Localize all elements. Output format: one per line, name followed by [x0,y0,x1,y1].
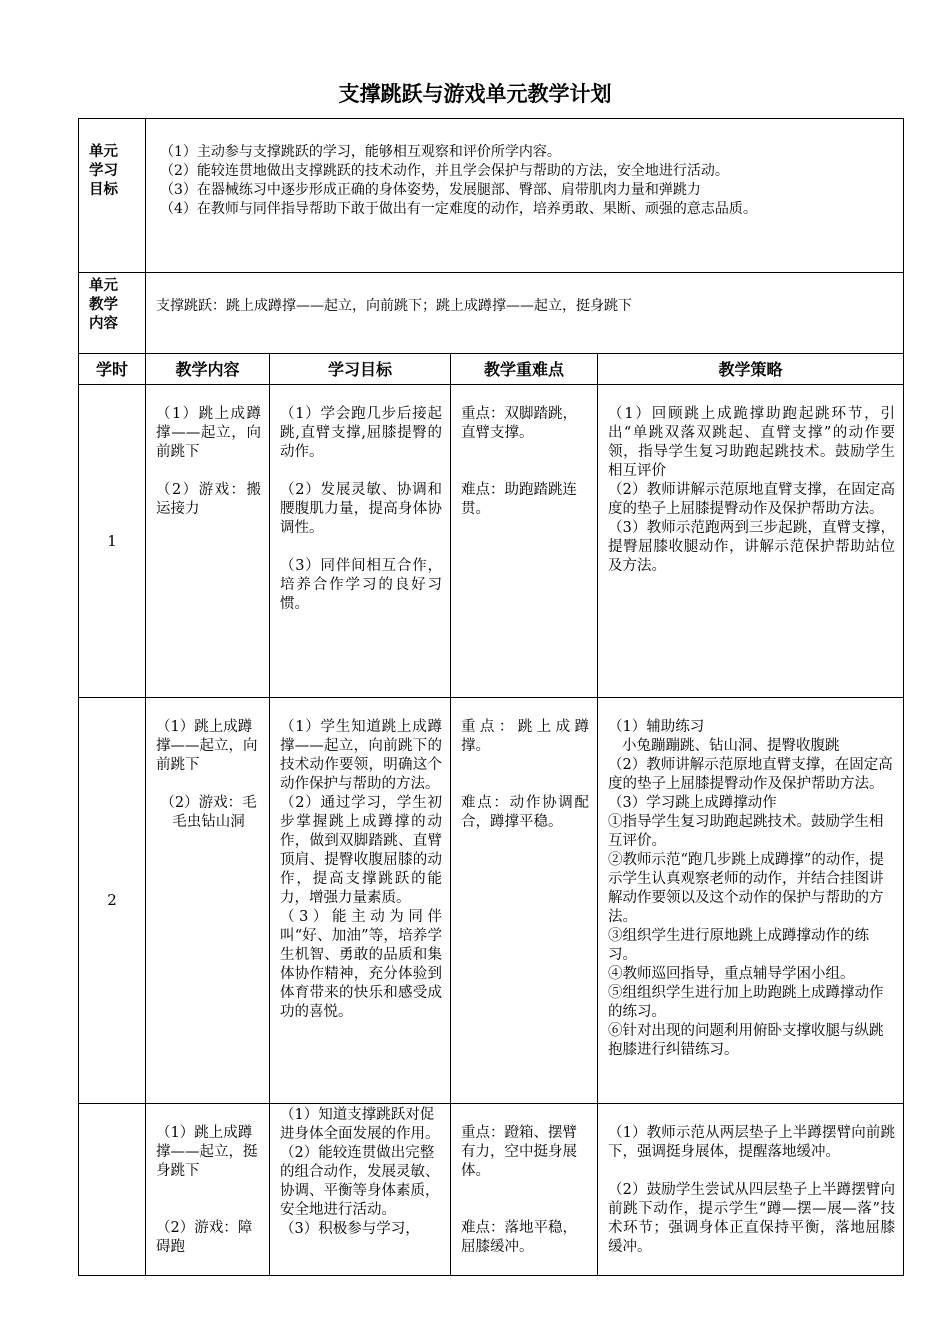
lesson-key-points: 重点：蹬箱、摆臂有力，空中挺身展体。 难点：落地平稳，屈膝缓冲。 [451,1104,598,1276]
header-key-difficult-points: 教学重难点 [451,354,598,385]
lesson-number: 2 [79,698,146,1104]
header-teaching-content: 教学内容 [146,354,270,385]
lesson-number [79,1104,146,1276]
lesson-content: （1）跳上成蹲撑——起立，挺身跳下 （2）游戏：障碍跑 [146,1104,270,1276]
lesson-row [79,698,904,1104]
lesson-objectives: （1）学会跑几步后接起跳,直臂支撑,屈膝提臀的动作。 （2）发展灵敏、协调和腰腹肌力量，提高身体协调性。 （3）同伴间相互合作，培养合作学习的良好习惯。 [270,385,451,698]
header-row [79,354,904,385]
header-teaching-strategy: 教学策略 [598,354,904,385]
lesson-key-points: 重点：双脚踏跳， 直臂支撑。 难点：助跑踏跳连贯。 [451,385,598,698]
unit-content-label: 单元 教学 内容 [79,273,146,354]
header-lesson-hours: 学时 [79,354,146,385]
lesson-row [79,1104,904,1276]
lesson-objectives: （1）知道支撑跳跃对促进身体全面发展的作用。 （2）能较连贯做出完整的组合动作，发展灵敏、协调、平衡等身体素质，安全地进行活动。 （3）积极参与学习， [270,1104,451,1276]
goal-item: （4）在教师与同伴指导帮助下敢于做出有一定难度的动作，培养勇敢、果断、顽强的意志品质。 [160,201,757,217]
lesson-strategy: （1）教师示范从两层垫子上半蹲摆臂向前跳下，强调挺身展体，提醒落地缓冲。 （2）鼓励学生尝试从四层垫子上半蹲摆臂向前跳下动作，提示学生“蹲—摆—展—落”技术环节；强调身体正直保持平衡，落地屈膝缓冲。 [598,1104,904,1276]
lesson-number: 1 [79,385,146,698]
lesson-strategy: （1）辅助练习 小兔蹦蹦跳、钻山洞、提臀收腹跳 （2）教师讲解示范原地直臂支撑，在固定高度的垫子上屈膝提臀动作及保护帮助方法。 （3）学习跳上成蹲撑动作 ①指导学生复习助跑起跳技术。鼓励学生相互评价。 ②教师示范“跑几步跳上成蹲撑”的动作，提示学生认真观察老师的动作，并结合挂图讲解动作要领以及这个动作的保护与帮助的方法。 ③组织学生进行原地跳上成蹲撑动作的练习。 ④教师巡回指导，重点辅导学困小组。 ⑤组组织学生进行加上助跑跳上成蹲撑动作的练习。 ⑥针对出现的问题利用俯卧支撑收腿与纵跳抱膝进行纠错练习。 [598,698,904,1104]
lesson-content: （1）跳上成蹲撑——起立，向前跳下 （2）游戏：搬运接力 [146,385,270,698]
unit-goals-row [79,119,904,273]
goal-item: （2）能较连贯地做出支撑跳跃的技术动作，并且学会保护与帮助的方法，安全地进行活动。 [160,163,729,179]
lesson-content: （1）跳上成蹲撑——起立，向前跳下 （2）游戏：毛毛虫钻山洞 [146,698,270,1104]
header-learning-objectives: 学习目标 [270,354,451,385]
goal-item: （3）在器械练习中逐步形成正确的身体姿势，发展腿部、臀部、肩带肌肉力量和弹跳力 [160,182,701,198]
page-title: 支撑跳跃与游戏单元教学计划 [338,82,612,106]
unit-content-text: 支撑跳跃：跳上成蹲撑——起立，向前跳下；跳上成蹲撑——起立，挺身跳下 [146,273,904,354]
goal-item: （1）主动参与支撑跳跃的学习，能够相互观察和评价所学内容。 [160,144,561,160]
unit-goals-label: 单元 学习 目标 [79,119,146,273]
unit-content-row [79,273,904,354]
lesson-key-points: 重点：跳上成蹲撑。 难点：动作协调配合，蹲撑平稳。 [451,698,598,1104]
lesson-row [79,385,904,698]
lesson-objectives: （1）学生知道跳上成蹲撑——起立，向前跳下的技术动作要领，明确这个动作保护与帮助的方法。 （2）通过学习，学生初步掌握跳上成蹲撑的动作，做到双脚踏跳、直臂顶肩、提臀收腹屈膝的动作，提高支撑跳跃的能力，增强力量素质。 （3）能主动为同伴叫“好、加油”等，培养学生机智、勇敢的品质和集体协作精神，充分体验到体育带来的快乐和感受成功的喜悦。 [270,698,451,1104]
unit-goals-list [146,119,904,273]
lesson-strategy: （1）回顾跳上成跪撑助跑起跳环节，引出“单跳双落双跳起、直臂支撑”的动作要领，指导学生复习助跑起跳技术。鼓励学生相互评价 （2）教师讲解示范原地直臂支撑，在固定高度的垫子上屈膝提臀动作及保护帮助方法。 （3）教师示范跑两到三步起跳，直臂支撑，提臀屈膝收腿动作，讲解示范保护帮助站位及方法。 [598,385,904,698]
unit-plan-table [78,118,904,1276]
